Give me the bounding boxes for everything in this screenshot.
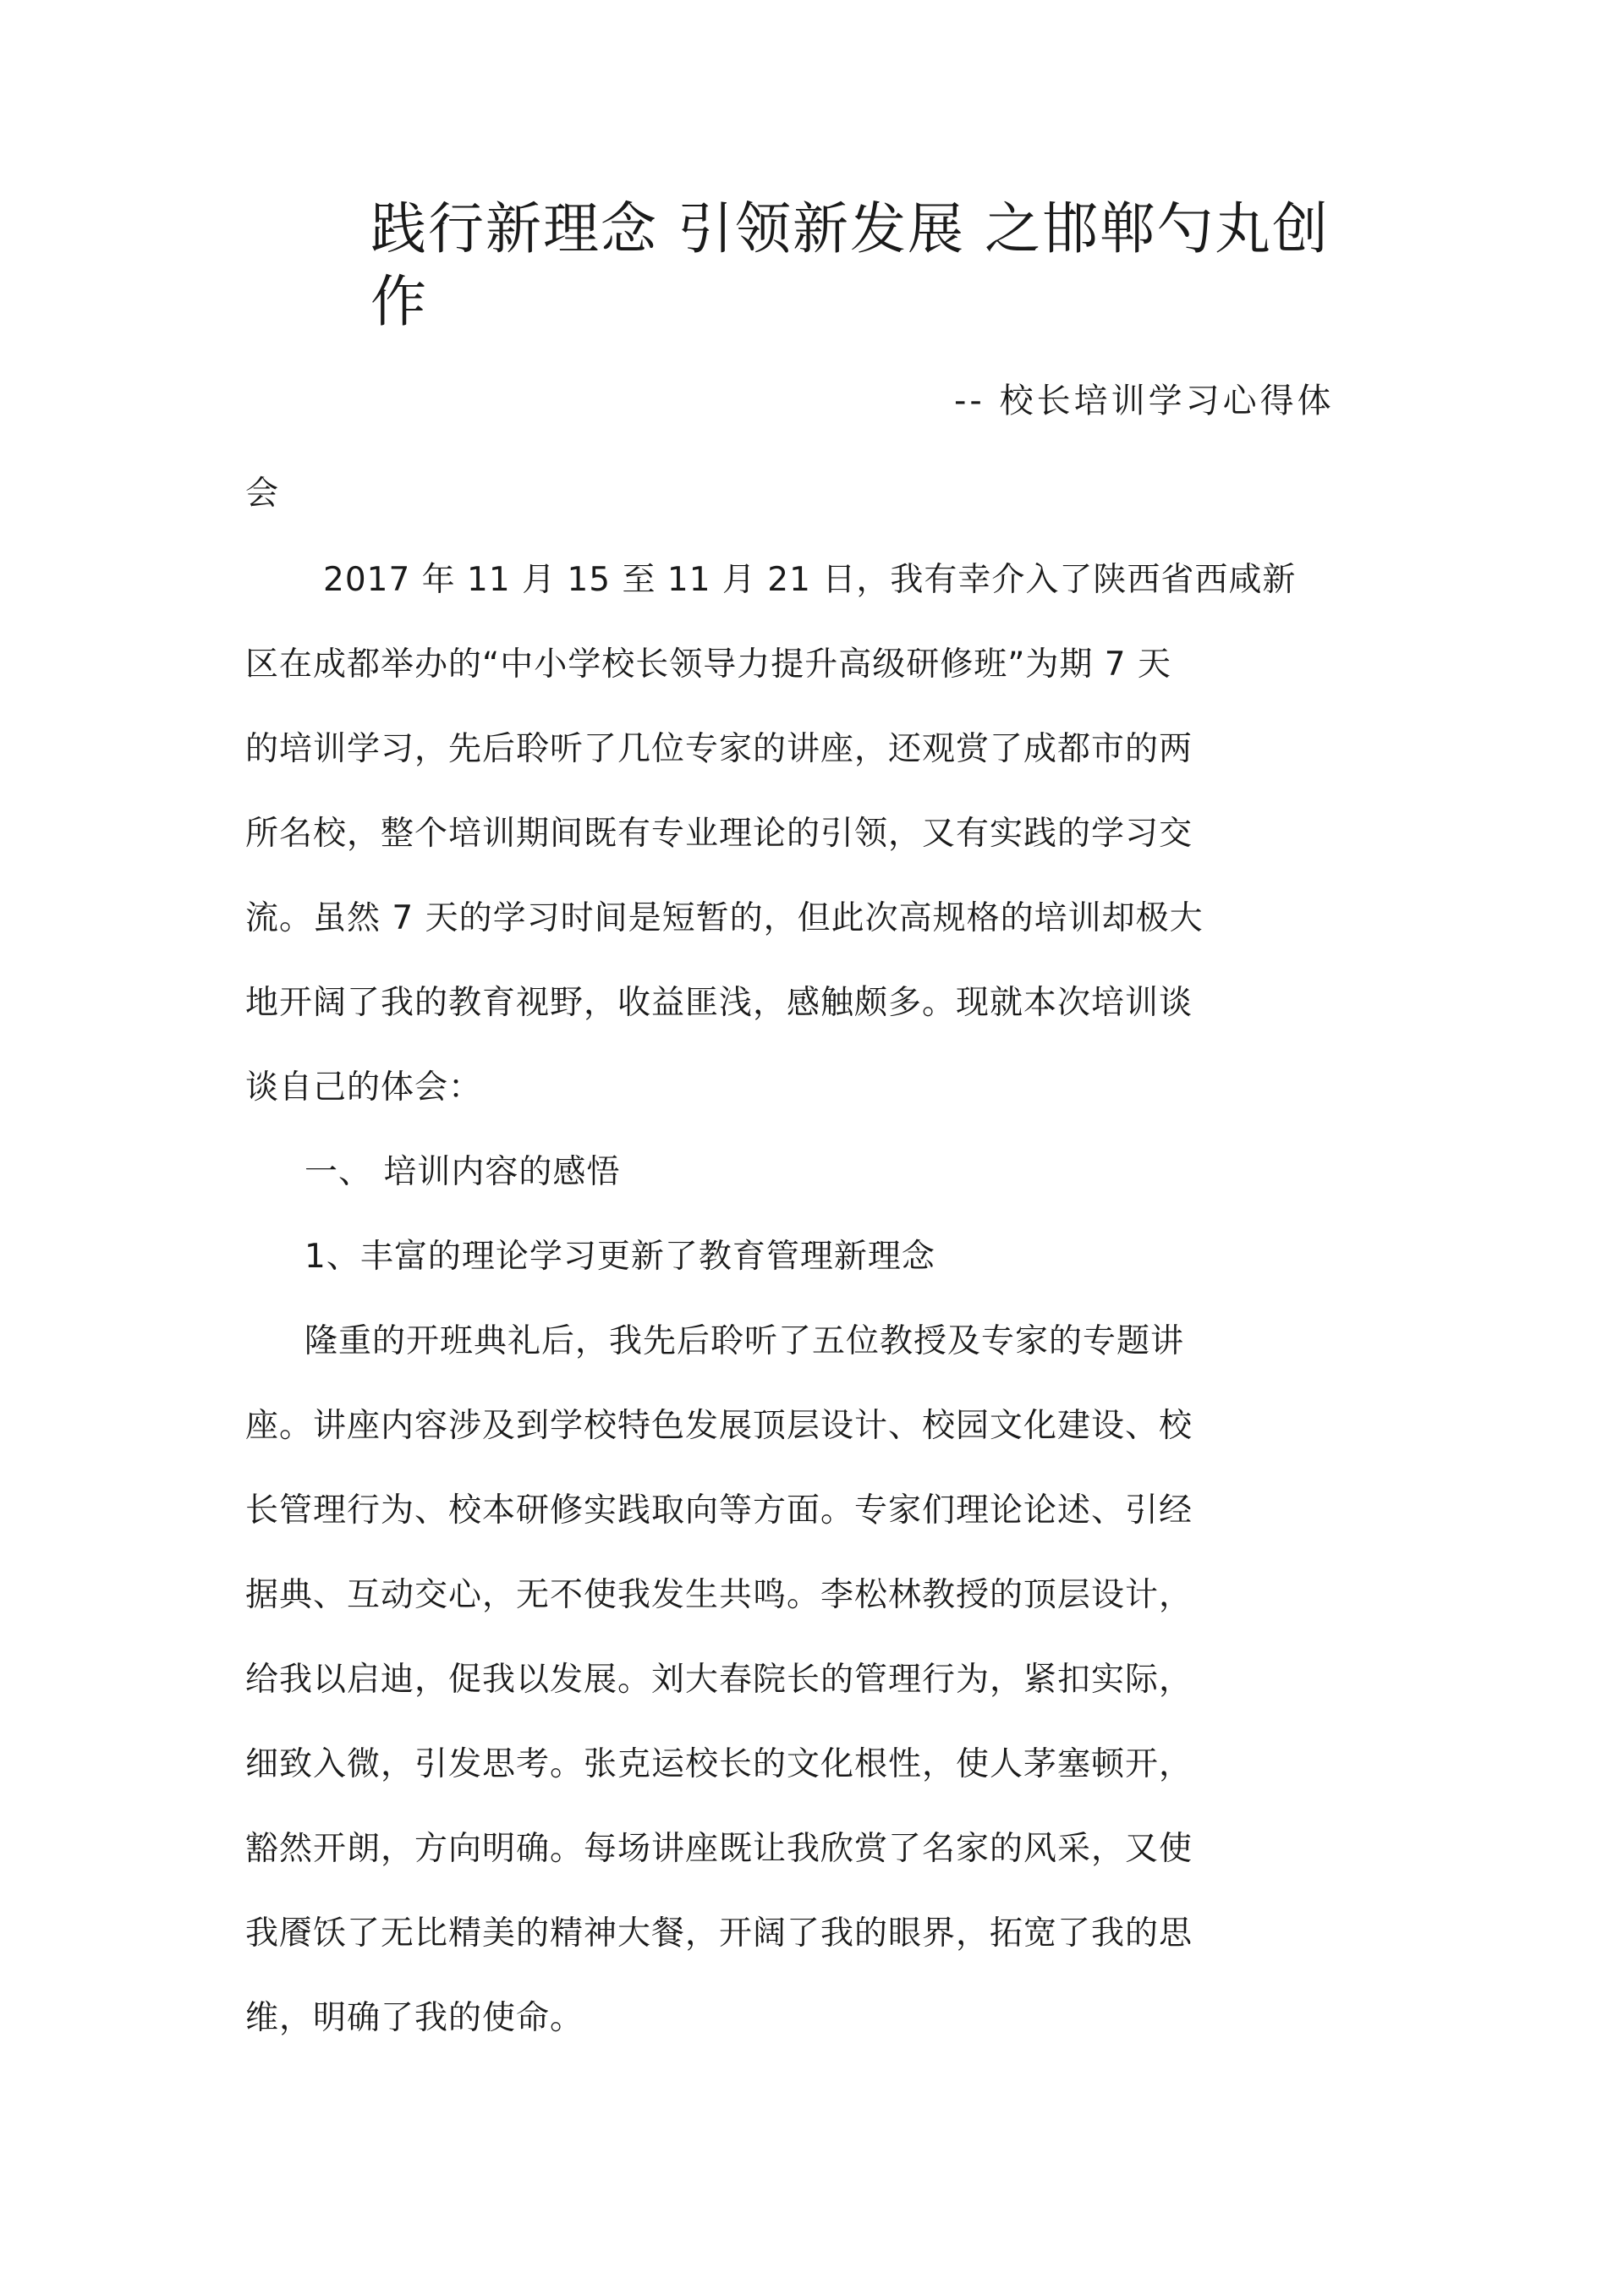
para1-line-7: 谈自己的体会： xyxy=(245,1068,483,1107)
para1-line-3: 的培训学习，先后聆听了几位专家的讲座，还观赏了成都市的两 xyxy=(245,730,1193,768)
section-heading-1: 一、 培训内容的感悟 xyxy=(304,1153,621,1191)
para2-line-1: 隆重的开班典礼后，我先后聆听了五位教授及专家的专题讲 xyxy=(304,1322,1185,1360)
para1-line-1: 2017 年 11 月 15 至 11 月 21 日，我有幸介入了陕西省西咸新 xyxy=(323,561,1297,599)
para2-line-9: 维，明确了我的使命。 xyxy=(245,1999,584,2037)
para2-line-4: 据典、互动交心，无不使我发生共鸣。李松林教授的顶层设计， xyxy=(245,1576,1193,1614)
document-title xyxy=(370,193,1335,338)
para1-line-5: 流。虽然 7 天的学习时间是短暂的，但此次高规格的培训却极大 xyxy=(245,899,1204,937)
para2-line-6: 细致入微，引发思考。张克运校长的文化根性，使人茅塞顿开， xyxy=(245,1745,1193,1783)
title-line-2: 作 xyxy=(370,269,428,334)
para1-line-6: 地开阔了我的教育视野，收益匪浅，感触颇多。现就本次培训谈 xyxy=(245,984,1193,1022)
para1-line-4: 所名校，整个培训期间既有专业理论的引领，又有实践的学习交 xyxy=(245,815,1193,853)
para2-line-8: 我餍饫了无比精美的精神大餐，开阔了我的眼界，拓宽了我的思 xyxy=(245,1914,1193,1953)
subtitle-continuation: 会 xyxy=(245,475,280,513)
title-line-1: 践行新理念 引领新发展 之邯郸勺丸创 xyxy=(370,196,1330,261)
para2-line-7: 豁然开朗，方向明确。每场讲座既让我欣赏了名家的风采，又使 xyxy=(245,1830,1193,1868)
para2-line-2: 座。讲座内容涉及到学校特色发展顶层设计、校园文化建设、校 xyxy=(245,1407,1193,1445)
para1-line-2: 区在成都举办的“中小学校长领导力提升高级研修班”为期 7 天 xyxy=(245,645,1172,684)
para2-line-5: 给我以启迪，促我以发展。刘大春院长的管理行为，紧扣实际， xyxy=(245,1661,1193,1699)
para2-line-3: 长管理行为、校本研修实践取向等方面。专家们理论论述、引经 xyxy=(245,1491,1193,1530)
section-heading-2: 1、丰富的理论学习更新了教育管理新理念 xyxy=(304,1238,935,1276)
document-subtitle: -- 校长培训学习心得体 xyxy=(954,382,1335,420)
